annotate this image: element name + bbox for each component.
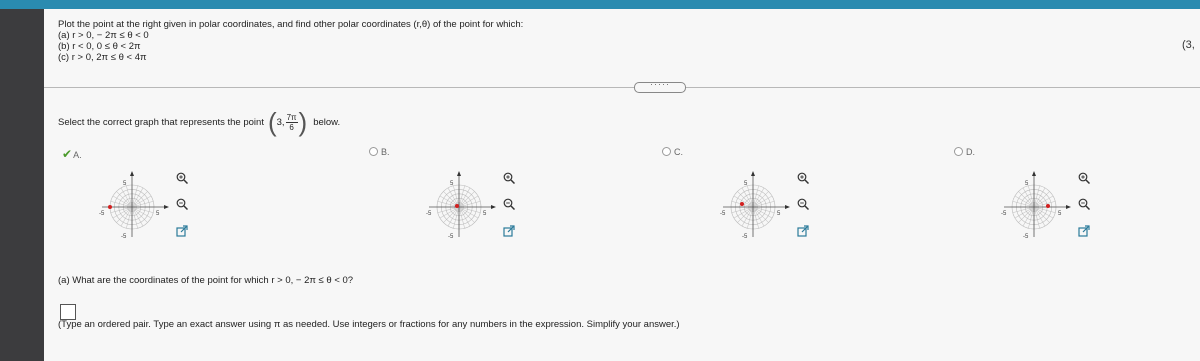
external-link-icon[interactable] — [503, 225, 515, 237]
question-text — [58, 19, 523, 63]
expand-button-label: ····· — [650, 79, 670, 89]
option-selector[interactable] — [954, 147, 975, 157]
option-label: D. — [966, 147, 975, 157]
external-link-icon[interactable] — [797, 225, 809, 237]
tick-label-right: 5 — [483, 211, 487, 217]
tick-label-right: 5 — [1058, 211, 1062, 217]
plotted-point — [1046, 204, 1050, 208]
part-a-question: (a) What are the coordinates of the point for which r > 0, − 2π ≤ θ < 0? — [58, 275, 354, 286]
tick-label-top: 5 — [450, 181, 454, 187]
select-after: below. — [313, 116, 341, 128]
polar-graph — [994, 167, 1074, 247]
select-instruction — [58, 109, 340, 135]
option-label: C. — [674, 147, 683, 157]
option-label: B. — [381, 147, 390, 157]
tick-label-bottom: -5 — [121, 234, 127, 240]
point-theta — [286, 113, 298, 132]
condition-c: (c) r > 0, 2π ≤ θ < 4π — [58, 52, 147, 63]
polar-graph — [92, 167, 172, 247]
right-paren: ) — [298, 107, 308, 137]
top-bar — [0, 0, 1200, 9]
zoom-in-icon[interactable] — [176, 172, 188, 184]
polar-graph — [713, 167, 793, 247]
radio-button[interactable] — [662, 147, 671, 156]
tick-label-right: 5 — [777, 211, 781, 217]
select-text: Select the correct graph that represents the point — [58, 116, 264, 128]
tick-label-left: -5 — [1001, 211, 1007, 217]
external-link-icon[interactable] — [1078, 225, 1090, 237]
tick-label-top: 5 — [1025, 181, 1029, 187]
option-selector[interactable] — [62, 147, 82, 161]
zoom-in-icon[interactable] — [1078, 172, 1090, 184]
tick-label-top: 5 — [123, 181, 127, 187]
radio-button[interactable] — [369, 147, 378, 156]
option-label: A. — [73, 150, 82, 160]
answer-hint: (Type an ordered pair. Type an exact answer using π as needed. Use integers or fractions for any numbers in the expression. Simplify your answer.) — [58, 319, 680, 330]
left-paren: ( — [267, 107, 277, 137]
zoom-out-icon[interactable] — [176, 198, 188, 210]
question-prompt: Plot the point at the right given in polar coordinates, and find other polar coordinates (r,θ) of the point for which: — [58, 19, 524, 30]
tick-label-top: 5 — [744, 181, 748, 187]
plotted-point — [740, 202, 744, 206]
radio-button[interactable] — [954, 147, 963, 156]
zoom-in-icon[interactable] — [503, 172, 515, 184]
zoom-in-icon[interactable] — [797, 172, 809, 184]
answer-input[interactable] — [60, 304, 76, 320]
theta-numerator: 7π — [286, 112, 297, 122]
external-link-icon[interactable] — [176, 225, 188, 237]
polar-graph — [419, 167, 499, 247]
zoom-out-icon[interactable] — [1078, 198, 1090, 210]
option-selector[interactable] — [369, 147, 390, 157]
theta-denominator: 6 — [289, 122, 294, 132]
expand-button[interactable] — [634, 79, 686, 93]
side-point-label: (3, — [1182, 39, 1195, 51]
zoom-out-icon[interactable] — [797, 198, 809, 210]
tick-label-bottom: -5 — [448, 234, 454, 240]
zoom-out-icon[interactable] — [503, 198, 515, 210]
checkmark-icon: ✔ — [62, 147, 73, 161]
tick-label-bottom: -5 — [742, 234, 748, 240]
tick-label-right: 5 — [156, 211, 160, 217]
tick-label-left: -5 — [99, 211, 105, 217]
section-divider — [44, 87, 1200, 88]
condition-a: (a) r > 0, − 2π ≤ θ < 0 — [58, 30, 149, 41]
condition-b: (b) r < 0, 0 ≤ θ < 2π — [58, 41, 141, 52]
plotted-point — [108, 205, 112, 209]
point-r: 3, — [276, 116, 285, 128]
question-panel — [44, 9, 1200, 361]
tick-label-left: -5 — [426, 211, 432, 217]
plotted-point — [455, 204, 459, 208]
option-selector[interactable] — [662, 147, 683, 157]
tick-label-bottom: -5 — [1023, 234, 1029, 240]
tick-label-left: -5 — [720, 211, 726, 217]
